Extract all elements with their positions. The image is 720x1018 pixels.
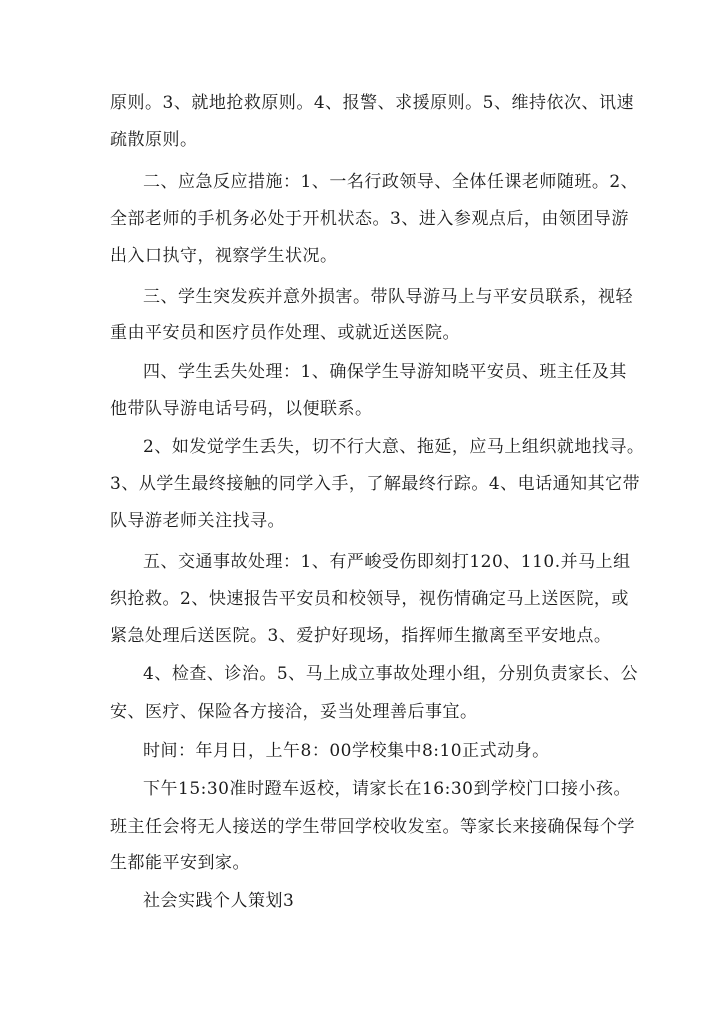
text-line: 3、从学生最终接触的同学入手，了解最终行踪。4、电话通知其它带 xyxy=(110,474,641,494)
text-line: 生都能平安到家。 xyxy=(110,853,250,873)
text-line: 原则。3、就地抢救原则。4、报警、求援原则。5、维持依次、讯速 xyxy=(110,93,634,113)
text-line: 下午15:30准时蹬车返校，请家长在16:30到学校门口接小孩。 xyxy=(143,779,631,799)
text-line: 四、学生丢失处理：1、确保学生导游知晓平安员、班主任及其 xyxy=(143,362,627,382)
text-line: 织抢救。2、快速报告平安员和校领导，视伤情确定马上送医院，或 xyxy=(110,589,629,609)
text-line: 疏散原则。 xyxy=(110,130,198,150)
text-line: 他带队导游电话号码，以便联系。 xyxy=(110,399,373,419)
text-line: 队导游老师关注找寻。 xyxy=(110,511,285,531)
text-line: 五、交通事故处理：1、有严峻受伤即刻打120、110.并马上组 xyxy=(143,552,631,572)
text-line: 二、应急反应措施：1、一名行政领导、全体任课老师随班。2、 xyxy=(143,172,639,192)
text-line: 4、检查、诊治。5、马上成立事故处理小组，分别负责家长、公 xyxy=(143,664,639,684)
text-line: 2、如发觉学生丢失，切不行大意、拖延，应马上组织就地找寻。 xyxy=(143,437,645,457)
text-line: 出入口执守，视察学生状况。 xyxy=(110,246,338,266)
section-heading: 社会实践个人策划3 xyxy=(143,891,295,911)
text-line: 紧急处理后送医院。3、爱护好现场，指挥师生撤离至平安地点。 xyxy=(110,626,612,646)
text-line: 全部老师的手机务必处于开机状态。3、进入参观点后，由领团导游 xyxy=(110,209,629,229)
text-line: 班主任会将无人接送的学生带回学校收发室。等家长来接确保每个学 xyxy=(110,817,635,837)
text-line: 三、学生突发疾并意外损害。带队导游马上与平安员联系，视轻 xyxy=(143,287,633,307)
text-line: 重由平安员和医疗员作处理、或就近送医院。 xyxy=(110,323,460,343)
text-line: 时间：年月日，上午8：00学校集中8:10正式动身。 xyxy=(143,741,550,761)
text-line: 安、医疗、保险各方接洽，妥当处理善后事宜。 xyxy=(110,702,478,722)
